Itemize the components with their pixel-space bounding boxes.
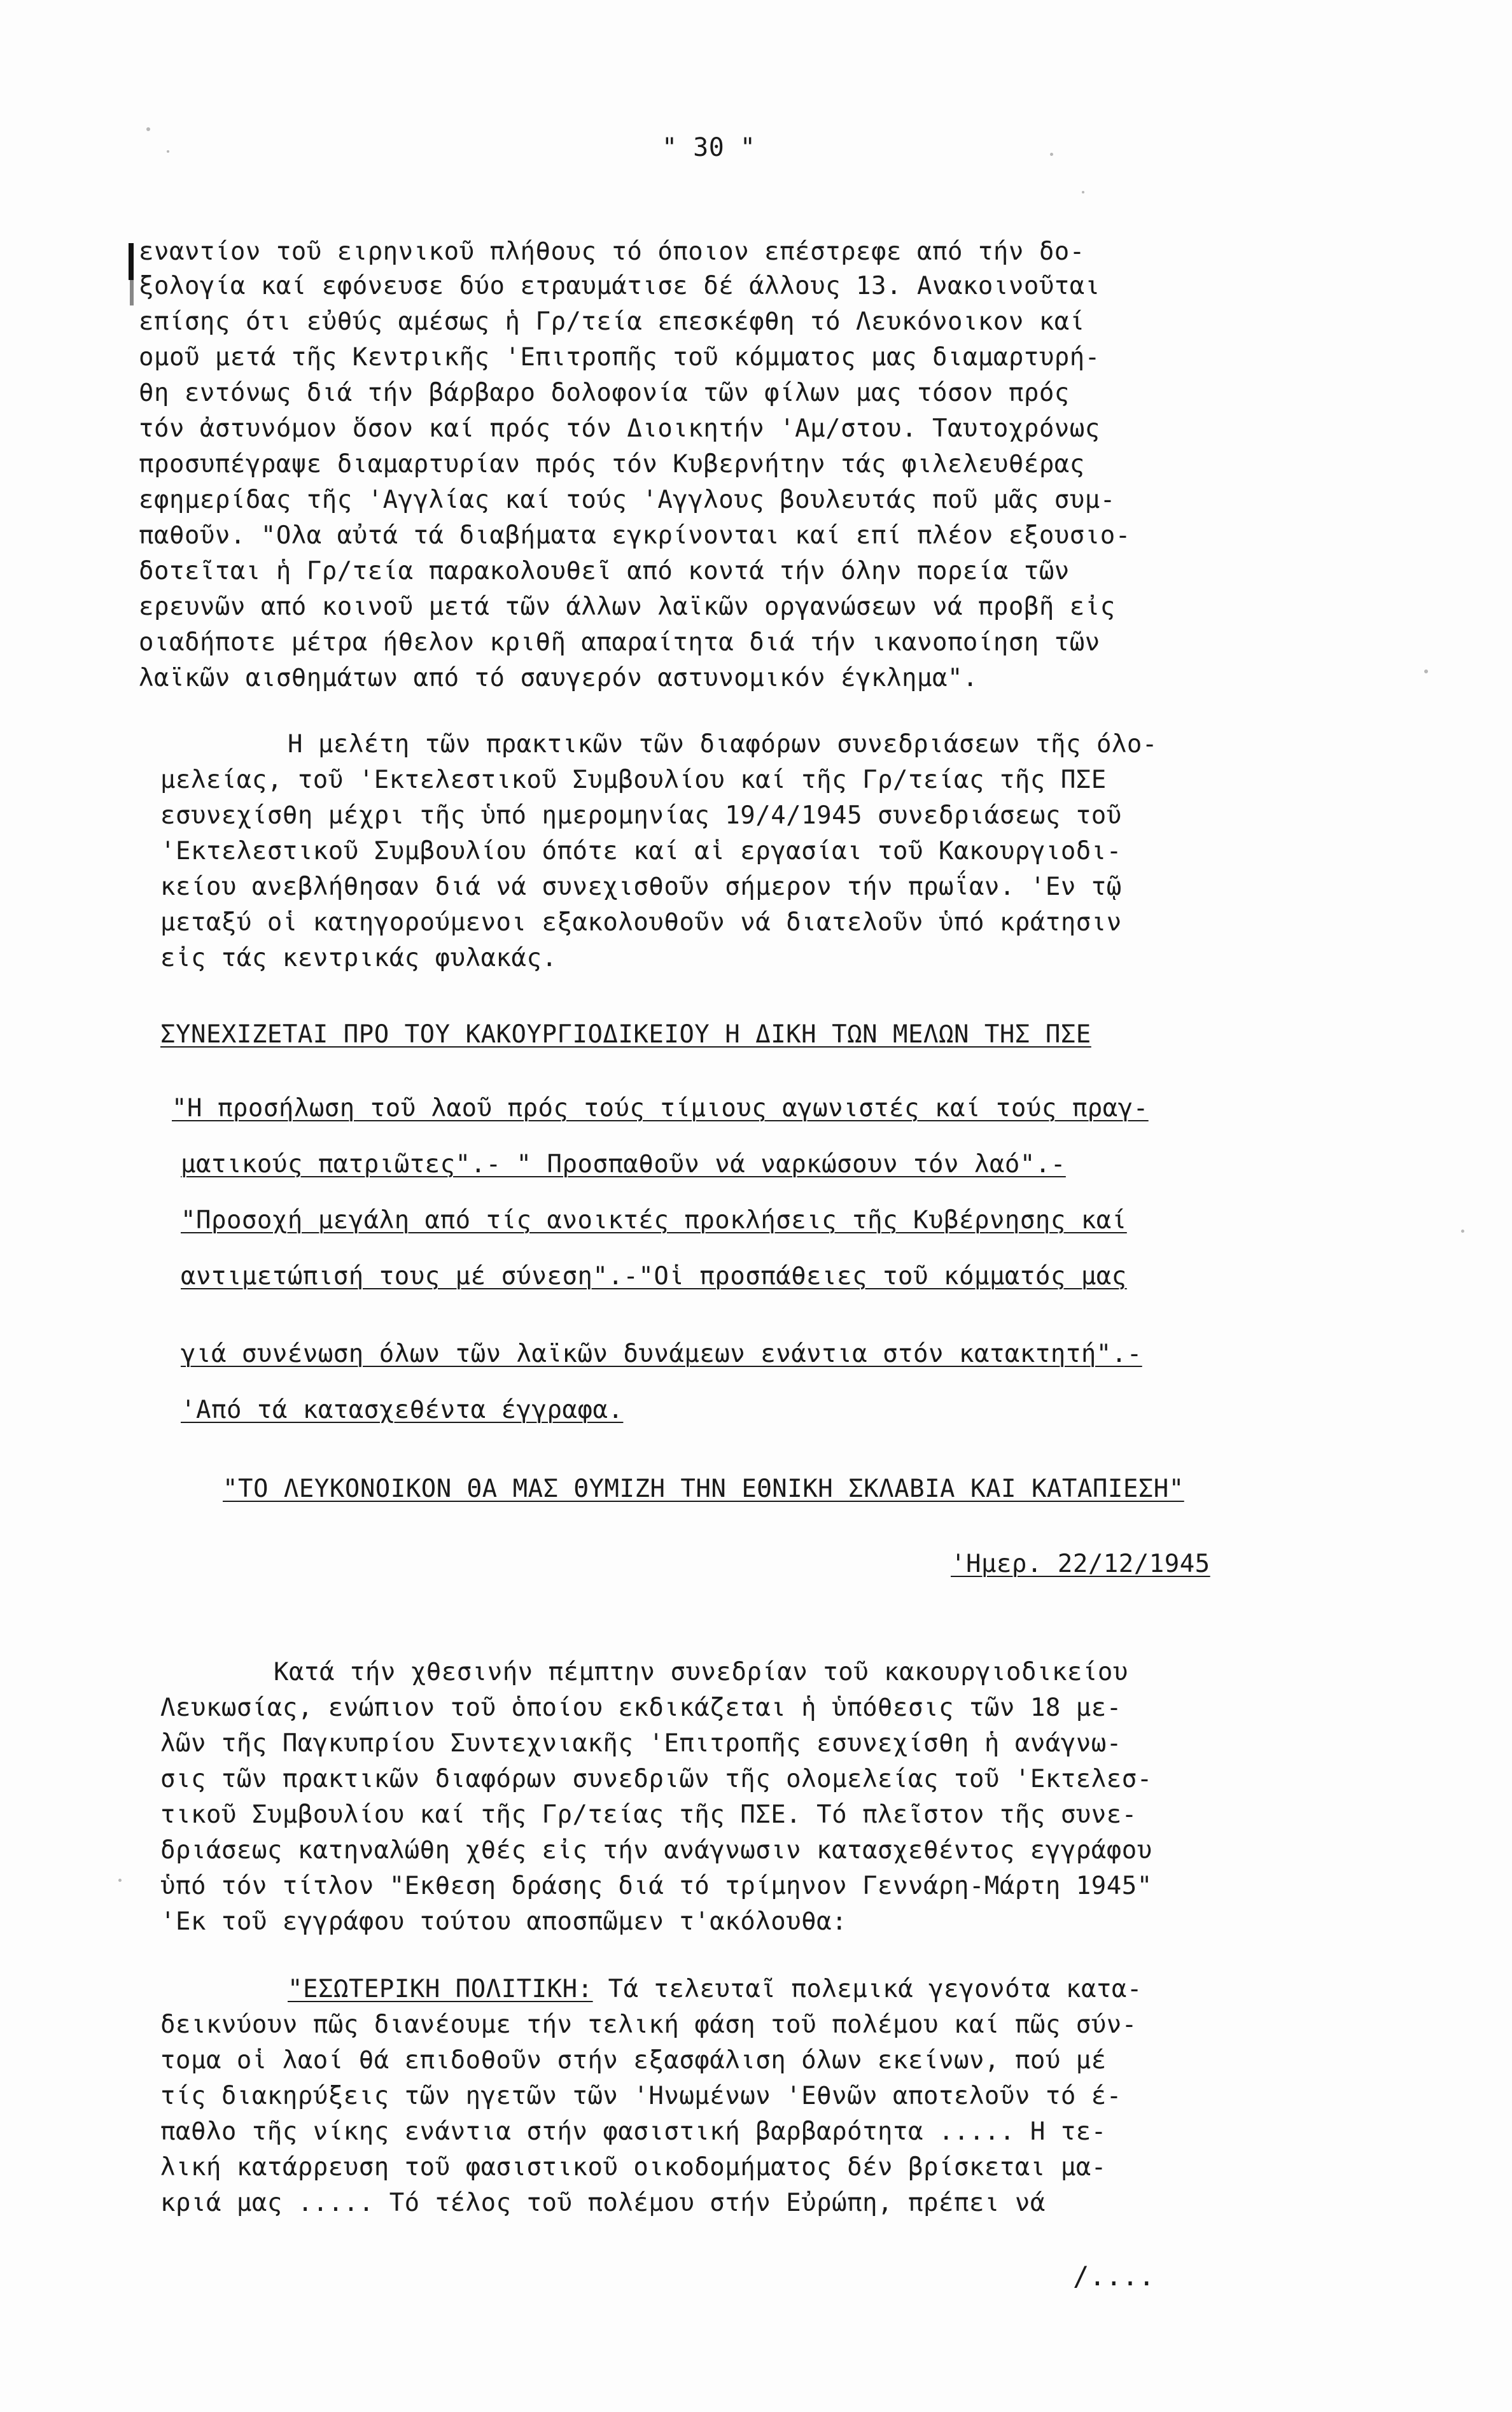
text-line: εφημερίδας τῆς 'Αγγλίας καί τούς 'Αγγλους βουλευτάς ποῦ μᾶς συμ- bbox=[139, 486, 1116, 514]
text-line: δεικνύουν πῶς διανέουμε τήν τελική φάση τοῦ πολέμου καί πῶς σύν- bbox=[160, 2010, 1137, 2039]
text-line: ξολογία καί εφόνευσε δύο ετραυμάτισε δέ άλλους 13. Ανακοινοῦται bbox=[139, 272, 1100, 300]
text-line: λική κατάρρευση τοῦ φασιστικοῦ οικοδομήματος δέν βρίσκεται μα- bbox=[160, 2153, 1107, 2182]
text-line: κριά μας ..... Τό τέλος τοῦ πολέμου στήν Εὐρώπη, πρέπει νά bbox=[160, 2189, 1046, 2217]
text-line: παθοῦν. "Ολα αὐτά τά διαβήματα εγκρίνονται καί επί πλέον εξουσιο- bbox=[139, 521, 1131, 550]
slogan-line: αντιμετώπισή τους μέ σύνεση".-"Οἱ προσπάθειες τοῦ κόμματός μας bbox=[181, 1262, 1127, 1291]
slogan-line: ματικούς πατριῶτες".- " Προσπαθοῦν νά ναρκώσουν τόν λαό".- bbox=[181, 1150, 1066, 1179]
text-line: κείου ανεβλήθησαν διά νά συνεχισθοῦν σήμερον τήν πρωΐαν. 'Εν τῷ bbox=[160, 873, 1122, 901]
text-line: προσυπέγραψε διαμαρτυρίαν πρός τόν Κυβερνήτην τάς φιλελευθέρας bbox=[139, 450, 1085, 479]
text-line: 'Εκ τοῦ εγγράφου τούτου αποσπῶμεν τ'ακόλουθα: bbox=[160, 1907, 848, 1936]
text-line: ερευνῶν από κοινοῦ μετά τῶν άλλων λαϊκῶν οργανώσεων νά προβῆ εἰς bbox=[139, 592, 1116, 621]
scan-speck bbox=[1082, 191, 1084, 193]
text-line: επίσης ότι εὐθύς αμέσως ἡ Γρ/τεία επεσκέφθη τό Λευκόνοικον καί bbox=[139, 307, 1085, 336]
text-line: εναντίον τοῦ ειρηνικοῦ πλήθους τό όποιον επέστρεφε από τήν δο- bbox=[139, 237, 1085, 266]
source-note: 'Από τά κατασχεθέντα έγγραφα. bbox=[181, 1396, 624, 1424]
text-line: 'Εκτελεστικοῦ Συμβουλίου όπότε καί αἱ εργασίαι τοῦ Κακουργιοδι- bbox=[160, 837, 1122, 866]
text-line: τίς διακηρύξεις τῶν ηγετῶν τῶν 'Ηνωμένων 'Εθνῶν αποτελοῦν τό έ- bbox=[160, 2082, 1122, 2110]
text-line: οιαδήποτε μέτρα ήθελον κριθῆ απαραίτητα διά τήν ικανοποίηση τῶν bbox=[139, 628, 1100, 657]
scan-speck bbox=[1424, 670, 1428, 673]
section-label: "ΕΣΩΤΕΡΙΚΗ ΠΟΛΙΤΙΚΗ: bbox=[288, 1975, 593, 2003]
text-line: εσυνεχίσθη μέχρι τῆς ὑπό ημερομηνίας 19/4/1945 συνεδριάσεως τοῦ bbox=[160, 801, 1122, 830]
text-line: παθλο τῆς νίκης ενάντια στήν φασιστική βαρβαρότητα ..... Η τε- bbox=[160, 2117, 1107, 2146]
scan-speck bbox=[167, 150, 169, 153]
text-line: τόν ἀστυνόμον ὅσον καί πρός τόν Διοικητήν 'Αμ/στου. Ταυτοχρόνως bbox=[139, 414, 1100, 443]
text-line: τικοῦ Συμβουλίου καί τῆς Γρ/τείας τῆς ΠΣΕ. Τό πλεῖστον τῆς συνε- bbox=[160, 1800, 1137, 1829]
margin-mark bbox=[130, 280, 134, 305]
section-heading: ΣΥΝΕΧΙΖΕΤΑΙ ΠΡΟ ΤΟΥ ΚΑΚΟΥΡΓΙΟΔΙΚΕΙΟΥ Η ΔΙΚΗ ΤΩΝ ΜΕΛΩΝ ΤΗΣ ΠΣΕ bbox=[160, 1020, 1091, 1049]
text-line: Η μελέτη τῶν πρακτικῶν τῶν διαφόρων συνεδριάσεων τῆς όλο- bbox=[288, 730, 1158, 759]
scan-speck bbox=[1461, 1230, 1464, 1233]
text-line: δριάσεως κατηναλώθη χθές εἰς τήν ανάγνωσιν κατασχεθέντος εγγράφου bbox=[160, 1836, 1152, 1865]
text-line: μεταξύ οἱ κατηγορούμενοι εξακολουθοῦν νά διατελοῦν ὑπό κράτησιν bbox=[160, 908, 1122, 937]
text-line: Λευκωσίας, ενώπιον τοῦ ὁποίου εκδικάζεται ἡ ὑπόθεσις τῶν 18 με- bbox=[160, 1693, 1122, 1722]
text-line: τομα οἱ λαοί θά επιδοθοῦν στήν εξασφάλιση όλων εκείνων, πού μέ bbox=[160, 2046, 1107, 2075]
slogan-line: "Προσοχή μεγάλη από τίς ανοικτές προκλήσεις τῆς Κυβέρνησης καί bbox=[181, 1206, 1127, 1235]
text-line: λαϊκῶν αισθημάτων από τό σαυγερόν αστυνομικόν έγκλημα". bbox=[139, 664, 978, 692]
text-line: θη εντόνως διά τήν βάρβαρο δολοφονία τῶν φίλων μας τόσον πρός bbox=[139, 379, 1070, 407]
text-line bbox=[288, 1977, 1142, 2002]
margin-mark bbox=[129, 243, 134, 280]
text-span: Τά τελευταῖ πολεμικά γεγονότα κατα- bbox=[592, 1975, 1142, 2003]
text-line: σις τῶν πρακτικῶν διαφόρων συνεδριῶν τῆς ολομελείας τοῦ 'Εκτελεσ- bbox=[160, 1765, 1152, 1793]
scan-speck bbox=[801, 1278, 803, 1280]
date-line: 'Ημερ. 22/12/1945 bbox=[951, 1550, 1210, 1578]
article-headline: "ΤΟ ΛΕΥΚΟΝΟΙΚΟΝ ΘΑ ΜΑΣ ΘΥΜΙΖΗ ΤΗΝ ΕΘΝΙΚΗ ΣΚΛΑΒΙΑ ΚΑΙ ΚΑΤΑΠΙΕΣΗ" bbox=[223, 1475, 1184, 1503]
slogan-line: γιά συνένωση όλων τῶν λαϊκῶν δυνάμεων ενάντια στόν κατακτητή".- bbox=[181, 1340, 1142, 1368]
text-line: λῶν τῆς Παγκυπρίου Συντεχνιακῆς 'Επιτροπῆς εσυνεχίσθη ἡ ανάγνω- bbox=[160, 1729, 1122, 1758]
scan-speck bbox=[146, 127, 150, 131]
slogan-line: "Η προσήλωση τοῦ λαοῦ πρός τούς τίμιους αγωνιστές καί τούς πραγ- bbox=[172, 1094, 1149, 1123]
scan-speck bbox=[1050, 153, 1053, 156]
text-line: μελείας, τοῦ 'Εκτελεστικοῦ Συμβουλίου καί τῆς Γρ/τείας τῆς ΠΣΕ bbox=[160, 766, 1107, 794]
page-number: " 30 " bbox=[662, 133, 756, 162]
text-line: δοτεῖται ἡ Γρ/τεία παρακολουθεῖ από κοντά τήν όλην πορεία τῶν bbox=[139, 557, 1070, 585]
continuation-mark: /.... bbox=[1073, 2261, 1155, 2292]
text-line: ὑπό τόν τίτλον "Εκθεση δράσης διά τό τρίμηνον Γεννάρη-Μάρτη 1945" bbox=[160, 1872, 1152, 1900]
text-line: Κατά τήν χθεσινήν πέμπτην συνεδρίαν τοῦ κακουργιοδικείου bbox=[274, 1658, 1128, 1686]
text-line: ομοῦ μετά τῆς Κεντρικῆς 'Επιτροπῆς τοῦ κόμματος μας διαμαρτυρή- bbox=[139, 343, 1100, 372]
scan-speck bbox=[118, 1879, 122, 1882]
text-line: εἰς τάς κεντρικάς φυλακάς. bbox=[160, 944, 557, 972]
